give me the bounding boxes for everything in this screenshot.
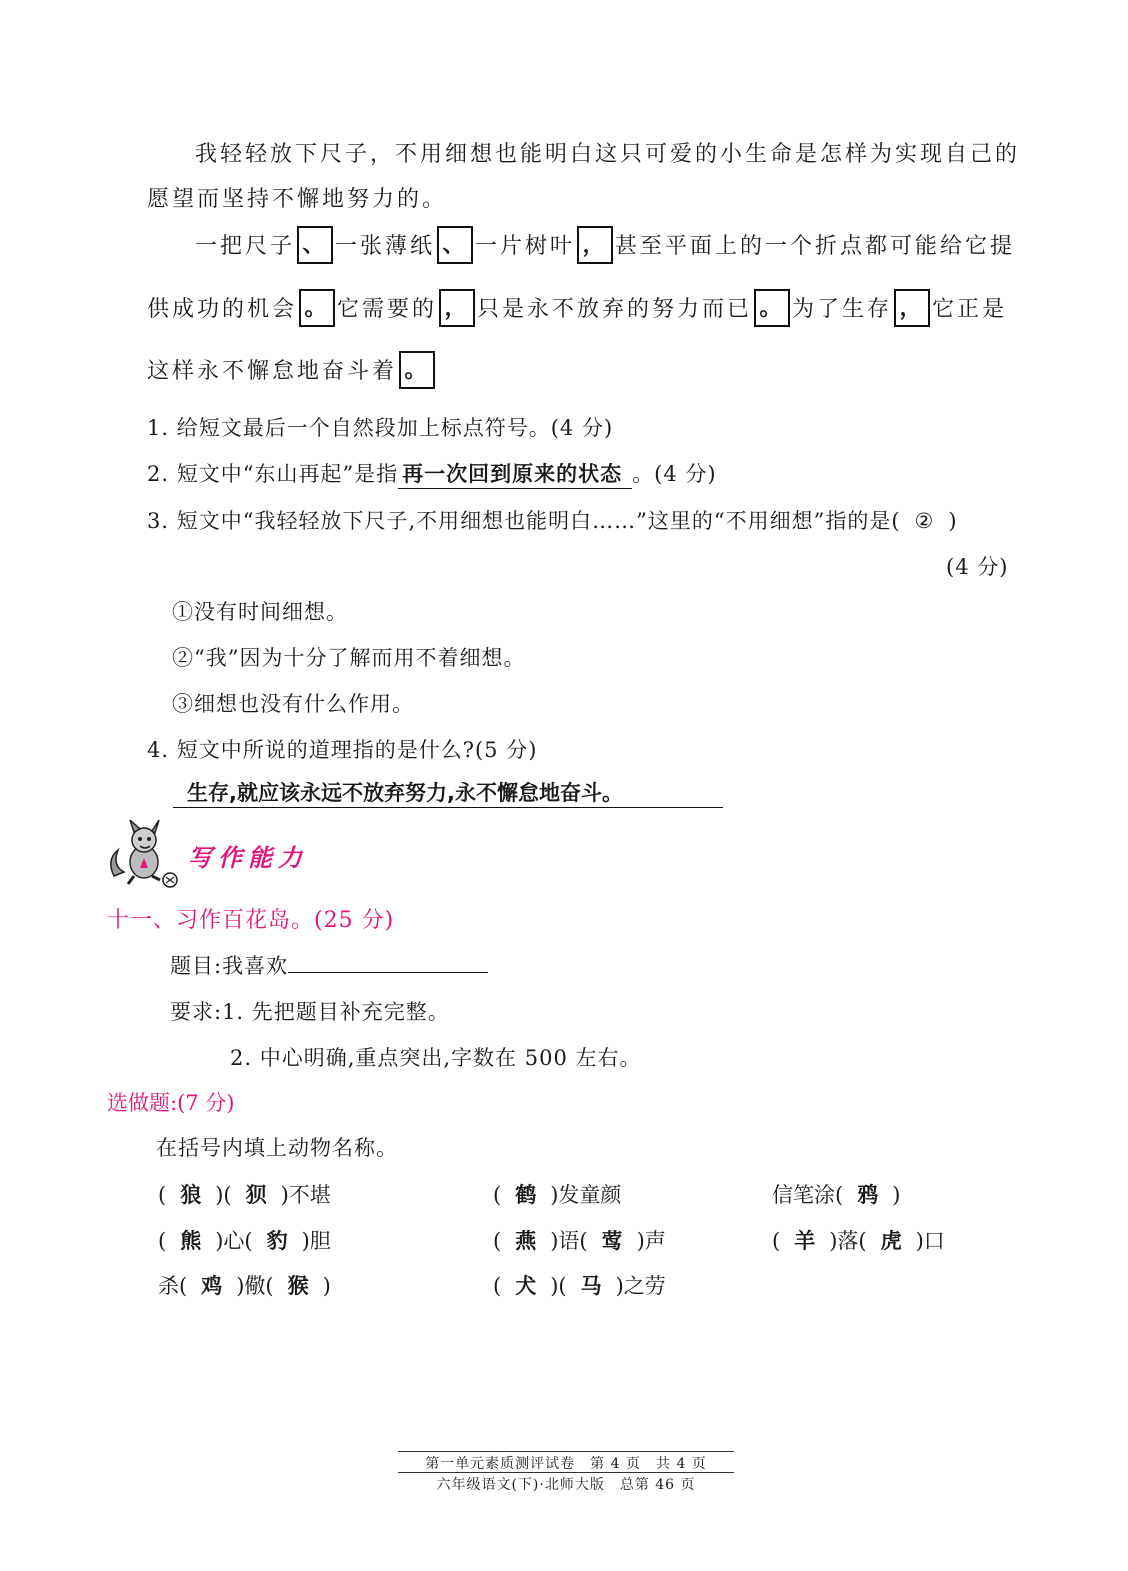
answer: 鸡 bbox=[201, 1274, 223, 1298]
text: )口 bbox=[915, 1229, 945, 1253]
footer-mid-rule bbox=[398, 1472, 734, 1473]
optional-instruction: 在括号内填上动物名称。 bbox=[156, 1136, 398, 1160]
footer-line-1: 第一单元素质测评试卷 第 4 页 共 4 页 bbox=[425, 1456, 707, 1472]
writing-req-2: 2. 中心明确,重点突出,字数在 500 左右。 bbox=[230, 1046, 642, 1070]
idiom-5 bbox=[493, 1225, 666, 1255]
topic-blank bbox=[288, 950, 488, 973]
passage-line-5 bbox=[147, 353, 437, 391]
punct-box: ， bbox=[894, 289, 930, 327]
question-1: 1. 给短文最后一个自然段加上标点符号。(4 分) bbox=[147, 416, 614, 440]
text: )胆 bbox=[301, 1229, 331, 1253]
passage-line-2: 愿望而坚持不懈地努力的。 bbox=[147, 187, 448, 212]
text: 只是永不放弃的努力而已 bbox=[477, 297, 753, 322]
text: ( bbox=[772, 1229, 781, 1253]
fox-mascot-icon bbox=[104, 820, 184, 888]
text: )之劳 bbox=[615, 1274, 666, 1298]
punct-box: ， bbox=[577, 226, 613, 264]
answer: 熊 bbox=[180, 1229, 202, 1253]
idiom-4 bbox=[158, 1225, 331, 1255]
punct-box: 、 bbox=[437, 226, 473, 264]
answer: 狈 bbox=[245, 1183, 267, 1207]
text: )( bbox=[215, 1183, 232, 1207]
text: )语( bbox=[550, 1229, 588, 1253]
answer: 虎 bbox=[880, 1229, 902, 1253]
text: ( bbox=[158, 1229, 167, 1253]
text: 甚至平面上的一个折点都可能给它提 bbox=[615, 234, 1016, 259]
question-2 bbox=[147, 458, 717, 489]
text: )儆( bbox=[236, 1274, 274, 1298]
text: 题目:我喜欢 bbox=[170, 954, 289, 978]
option-3: ③细想也没有什么作用。 bbox=[172, 692, 414, 716]
answer: 犬 bbox=[515, 1274, 537, 1298]
answer: 莺 bbox=[601, 1229, 623, 1253]
text: )心( bbox=[215, 1229, 253, 1253]
footer-line-2: 六年级语文(下)·北师大版 总第 46 页 bbox=[436, 1477, 696, 1493]
punct-box: 、 bbox=[297, 226, 333, 264]
text: )落( bbox=[829, 1229, 867, 1253]
idiom-3 bbox=[772, 1179, 900, 1209]
idiom-1 bbox=[158, 1179, 331, 1209]
answer: 燕 bbox=[515, 1229, 537, 1253]
text: )( bbox=[550, 1274, 567, 1298]
answer: 羊 bbox=[794, 1229, 816, 1253]
text: 它正是 bbox=[932, 297, 1008, 322]
text: ) bbox=[322, 1274, 331, 1298]
punct-box: ， bbox=[439, 289, 475, 327]
answer: 狼 bbox=[180, 1183, 202, 1207]
text: 。(4 分) bbox=[632, 462, 717, 486]
text: 信笔涂( bbox=[772, 1183, 844, 1207]
text: ( bbox=[493, 1183, 502, 1207]
idiom-2 bbox=[493, 1179, 621, 1209]
question-4-answer: 生存,就应该永远不放弃努力,永不懈怠地奋斗。 bbox=[173, 777, 723, 808]
text: 一张薄纸 bbox=[335, 234, 436, 259]
text: 这样永不懈怠地奋斗着 bbox=[147, 359, 398, 384]
punct-box: 。 bbox=[399, 351, 435, 389]
punct-box: 。 bbox=[299, 289, 335, 327]
text: 为了生存 bbox=[792, 297, 893, 322]
text: ) bbox=[948, 509, 958, 533]
text: ( bbox=[493, 1274, 502, 1298]
answer: 马 bbox=[580, 1274, 602, 1298]
text: 供成功的机会 bbox=[147, 297, 298, 322]
text: )不堪 bbox=[280, 1183, 331, 1207]
writing-req-1: 要求:1. 先把题目补充完整。 bbox=[170, 1000, 450, 1024]
text: 一片树叶 bbox=[475, 234, 576, 259]
answer: 鹤 bbox=[515, 1183, 537, 1207]
answer-choice: ② bbox=[914, 509, 935, 533]
writing-topic bbox=[170, 950, 488, 980]
text: ( bbox=[158, 1183, 167, 1207]
answer: 鸦 bbox=[857, 1183, 879, 1207]
idiom-8 bbox=[493, 1270, 666, 1300]
passage-line-1: 我轻轻放下尺子，不用细想也能明白这只可爱的小生命是怎样为实现自己的 bbox=[195, 142, 1021, 167]
passage-line-3 bbox=[195, 228, 1015, 266]
question-3-score: (4 分) bbox=[946, 555, 1009, 579]
text: ( bbox=[493, 1229, 502, 1253]
text: ) bbox=[892, 1183, 901, 1207]
text: 它需要的 bbox=[337, 297, 438, 322]
question-4: 4. 短文中所说的道理指的是什么?(5 分) bbox=[147, 738, 538, 762]
answer: 豹 bbox=[266, 1229, 288, 1253]
text: )发童颜 bbox=[550, 1183, 622, 1207]
text: 3. 短文中“我轻轻放下尺子,不用细想也能明白……”这里的“不用细想”指的是( bbox=[147, 509, 901, 533]
idiom-7 bbox=[158, 1270, 331, 1300]
idiom-6 bbox=[772, 1225, 945, 1255]
optional-title: 选做题:(7 分) bbox=[107, 1091, 235, 1115]
text: 一把尺子 bbox=[195, 234, 296, 259]
writing-title: 十一、习作百花岛。(25 分) bbox=[107, 908, 395, 933]
text: 2. 短文中“东山再起”是指 bbox=[147, 462, 399, 486]
punct-box: 。 bbox=[754, 289, 790, 327]
footer-top-rule bbox=[398, 1451, 734, 1452]
text: 杀( bbox=[158, 1274, 188, 1298]
answer-blank: 再一次回到原来的状态 bbox=[398, 458, 632, 489]
option-2: ②“我”因为十分了解而用不着细想。 bbox=[172, 646, 526, 670]
option-1: ①没有时间细想。 bbox=[172, 600, 348, 624]
passage-line-4 bbox=[147, 291, 1007, 329]
section-title: 写作能力 bbox=[188, 843, 308, 872]
question-3 bbox=[147, 505, 958, 535]
text: )声 bbox=[636, 1229, 666, 1253]
answer: 猴 bbox=[287, 1274, 309, 1298]
